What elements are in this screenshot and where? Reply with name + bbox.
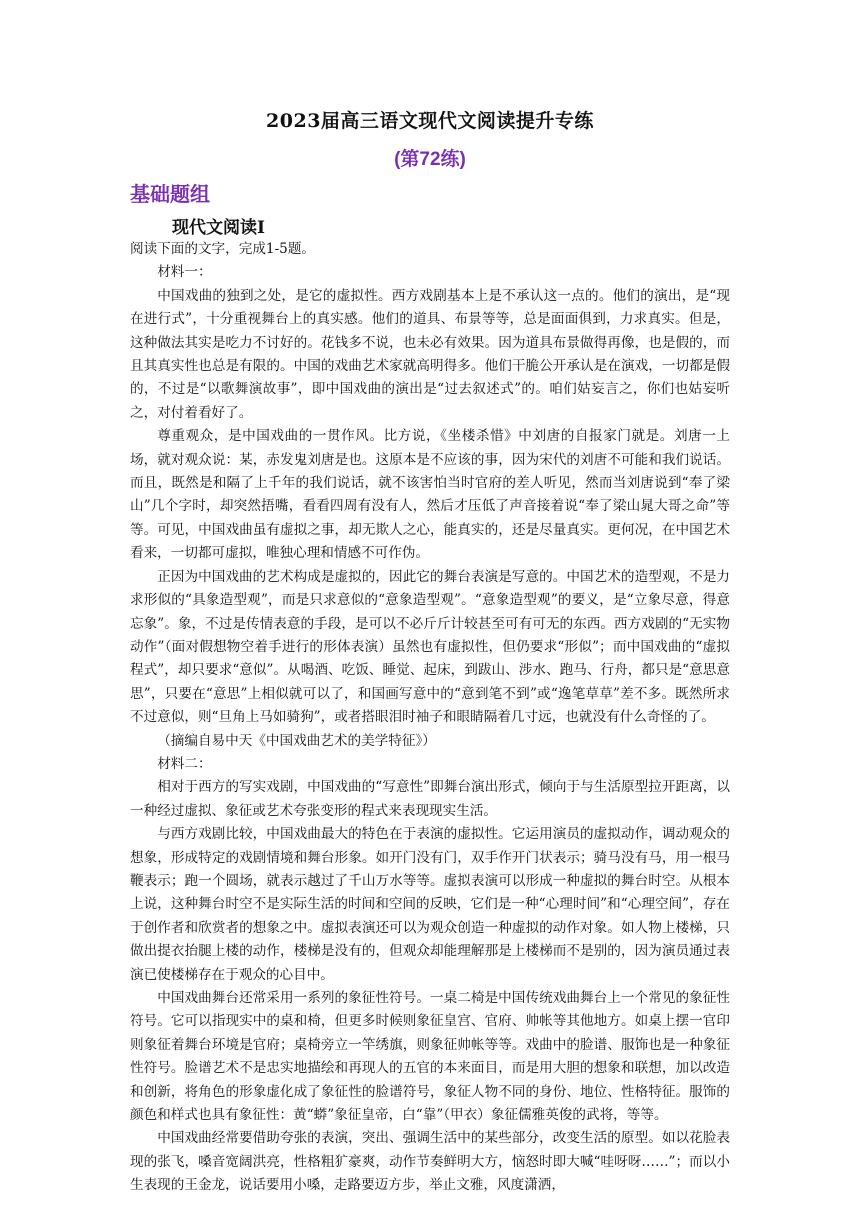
material-label: 材料一： xyxy=(157,264,212,281)
instruction-line: 阅读下面的文字，完成1-5题。 xyxy=(130,241,316,257)
document-title: 2023届高三语文现代文阅读提升专练 xyxy=(266,110,594,132)
source-citation: （摘编自易中天《中国戏曲艺术的美学特征》） xyxy=(157,732,436,749)
paragraph: 中国戏曲的独到之处，是它的虚拟性。西方戏剧基本上是不承认这一点的。他们的演出，是“现在进行式”，十分重视舞台上的真实感。他们的道具、布景等等，总是面面俱到，力求真实。但是，这种做法其实是吃力不讨好的。花钱多不说，也未必有效果。因为道具布景做得再像，也是假的，而且其真实性也总是有限的。中国的戏曲艺术家就高明得多。他们干脆公开承认是在演戏，一切都是假的，不过是“以歌舞演故事”，即中国戏曲的演出是“过去叙述式”的。咱们姑妄言之，你们也姑妄听之，对付着看好了。 xyxy=(130,287,730,421)
material-label: 材料二： xyxy=(157,755,212,772)
document-body xyxy=(130,238,730,1198)
paragraph: 相对于西方的写实戏剧，中国戏曲的“写意性”即舞台演出形式，倾向于与生活原型拉开距离，以一种经过虚拟、象征或艺术夸张变形的程式来表现现实生活。 xyxy=(130,779,730,819)
paragraph: 中国戏曲舞台还常采用一系列的象征性符号。一桌二椅是中国传统戏曲舞台上一个常见的象征性符号。它可以指现实中的桌和椅，但更多时候则象征皇宫、官府、帅帐等其他地方。如桌上摆一官印则象征着舞台环境是官府；桌椅旁立一竿绣旗，则象征帅帐等等。戏曲中的脸谱、服饰也是一种象征性符号。脸谱艺术不是忠实地描绘和再现人的五官的本来面目，而是用大胆的想象和联想，加以改造和创新，将角色的形象虚化成了象征性的脸谱符号，象征人物不同的身份、地位、性格特征。服饰的颜色和样式也具有象征性：黄“蟒”象征皇帝，白“靠”（甲衣）象征儒雅英俊的武将，等等。 xyxy=(130,990,730,1124)
paragraph: 中国戏曲经常要借助夸张的表演，突出、强调生活中的某些部分，改变生活的原型。如以花脸表现的张飞，嗓音宽阔洪亮，性格粗犷豪爽，动作节奏鲜明大方，恼怒时即大喊“哇呀呀……”；而以小生表现的王金龙，说话要用小嗓，走路要迈方步，举止文雅，风度潇洒， xyxy=(130,1130,730,1194)
reading-title: 现代文阅读Ⅰ xyxy=(172,218,265,238)
document-subtitle: (第72练) xyxy=(394,149,466,170)
paragraph: 与西方戏剧比较，中国戏曲最大的特色在于表演的虚拟性。它运用演员的虚拟动作，调动观众的想象，形成特定的戏剧情境和舞台形象。如开门没有门，双手作开门状表示；骑马没有马，用一根马鞭表示；跑一个圆场，就表示越过了千山万水等等。虚拟表演可以形成一种虚拟的舞台时空。从根本上说，这种舞台时空不是实际生活的时间和空间的反映，它们是一种“心理时间”和“心理空间”，存在于创作者和欣赏者的想象之中。虚拟表演还可以为观众创造一种虚拟的动作对象。如人物上楼梯，只做出提衣抬腿上楼的动作，楼梯是没有的，但观众却能理解那是上楼梯而不是别的，因为演员通过表演已使楼梯存在于观众的心目中。 xyxy=(130,826,730,983)
paragraph: 正因为中国戏曲的艺术构成是虚拟的，因此它的舞台表演是写意的。中国艺术的造型观，不是力求形似的“具象造型观”，而是只求意似的“意象造型观”。“意象造型观”的要义，是“立象尽意，得意忘象”。象，不过是传情表意的手段，是可以不必斤斤计较甚至可有可无的东西。西方戏剧的“无实物动作”（面对假想物空着手进行的形体表演）虽然也有虚拟性，但仍要求“形似”；而中国戏曲的“虚拟程式”，却只要求“意似”。从喝酒、吃饭、睡觉、起床，到跋山、涉水、跑马、行舟，都只是“意思意思”，只要在“意思”上相似就可以了，和国画写意中的“意到笔不到”或“逸笔草草”差不多。既然所求不过意似，则“旦角上马如骑狗”，或者搭眼泪时袖子和眼睛隔着几寸远，也就没有什么奇怪的了。 xyxy=(130,568,730,726)
section-heading: 基础题组 xyxy=(130,184,210,206)
paragraph: 尊重观众，是中国戏曲的一贯作风。比方说，《坐楼杀惜》中刘唐的自报家门就是。刘唐一上场，就对观众说：某，赤发鬼刘唐是也。这原本是不应该的事，因为宋代的刘唐不可能和我们说话。而且，既然是和隔了上千年的我们说话，就不该害怕当时官府的差人听见，然而当刘唐说到“奉了梁山”几个字时，却突然捂嘴，看看四周有没有人，然后才压低了声音接着说“奉了梁山晁大哥之命”等等。可见，中国戏曲虽有虚拟之事，却无欺人之心，能真实的，还是尽量真实。更何况，在中国艺术看来，一切都可虚拟，唯独心理和情感不可作伪。 xyxy=(130,428,730,562)
